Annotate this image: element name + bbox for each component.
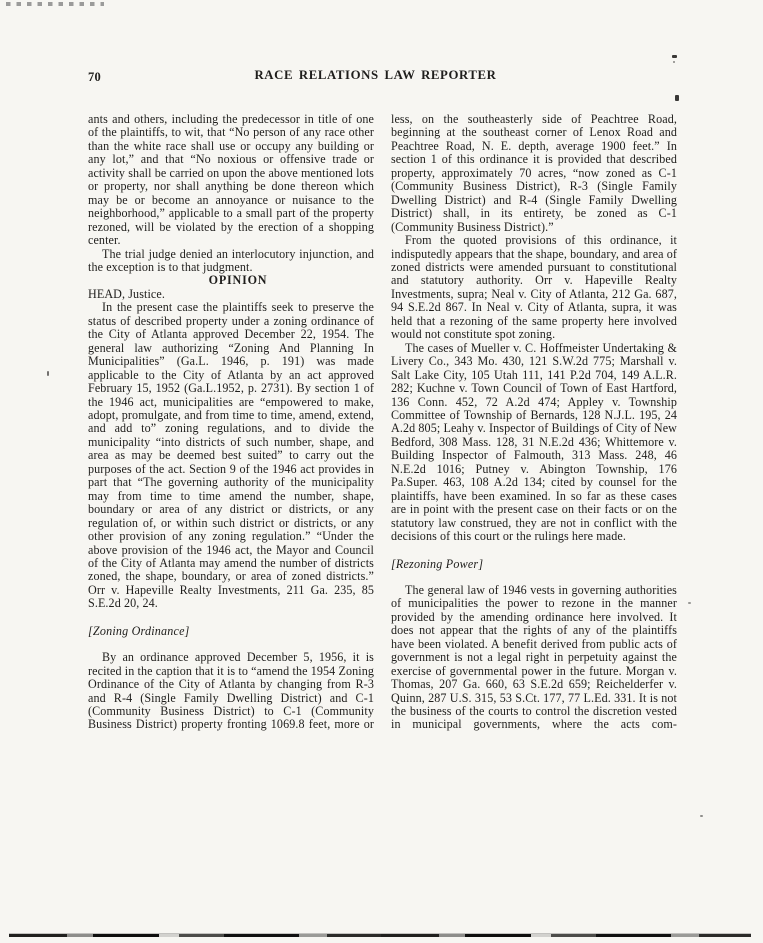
ink-speck: [675, 95, 679, 101]
paragraph-ordinance: By an ordinance approved December 5, 1956, it is recited in the caption that it is to “amend the 1954 Zoning Ordinance of the City of Atlanta by changing from R-3 and R-4 (Single Family Dwelling District) and C-1 (Community Business District) to C-1 (Community Business District) property fronting 1069.8 feet, more or: [88, 650, 374, 732]
right-column: [391, 113, 677, 732]
running-title: RACE RELATIONS LAW REPORTER: [254, 68, 497, 82]
paragraph-property-description: less, on the southeasterly side of Peachtree Road, beginning at the southeast corner of Lenox Road and Peachtree Road, N. E. depth, average 1900 feet.” In section 1 of this ordinance it is provided that described property, approximately 70 acres, “now zoned as C-1 (Community Business District), R-3 (Single Family Dwelling District) and R-4 (Single Family Dwelling District) shall, in its entirety, be zoned as C-1 (Community Business District).”: [391, 112, 677, 234]
paragraph-present-case: In the present case the plaintiffs seek to preserve the status of described property under a zoning ordinance of the City of Atlanta approved December 22, 1954. The general law authorizing “Zoning And Planning In Municipalities” (Ga.L. 1946, p. 191) was made applicable to the City of Atlanta by an act approved February 15, 1952 (Ga.L.1952, p. 2731). By section 1 of the 1946 act, municipalities are “empowered to make, adopt, promulgate, and from time to time, amend, extend, and add to” zoning regulations, and to divide the municipality “into districts of such number, shape, and area as may be deemed best suited” to carry out the purposes of the act. Section 9 of the 1946 act provides in part that “The governing authority of the municipality may from time to time amend the number, shape, boundary or area of any district or districts, or any regulation of, or within such district or districts, or any other provision of any zoning regulation.” “Under the above provision of the 1946 act, the Mayor and Council of the City of Atlanta may amend the number of districts zoned, the shape, boundary, or area of zoned districts.” Orr v. Hapeville Realty Investments, 211 Ga. 235, 85 S.E.2d 20, 24.: [88, 300, 374, 611]
judge-byline: HEAD, Justice.: [88, 286, 165, 301]
page-number: 70: [88, 70, 102, 84]
text-body: [88, 113, 678, 732]
paragraph-covenant-continuation: ants and others, including the predecessor in title of one of the plaintiffs, to wit, that “No person of any race other than the white race shall use or occupy any building or any lot,” and that “No noxious or offensive trade or activity shall be carried on upon the above mentioned lots or property, nor shall anything be done thereon which may be or become an annoyance or nuisance to the neighborhood,” applicable to a small part of the property rezoned, will be violated by the erection of a shopping center.: [88, 112, 374, 248]
left-column: [88, 113, 374, 732]
paragraph-trial-judge: The trial judge denied an interlocutory injunction, and the exception is to that judgment.: [88, 246, 374, 274]
paragraph-cited-cases: The cases of Mueller v. C. Hoffmeister Undertaking & Livery Co., 343 Mo. 430, 121 S.W.2d 775; Marshall v. Salt Lake City, 105 Utah 111, 141 P.2d 704, 149 A.L.R. 282; Kuchne v. Town Council of Town of East Hartford, 136 Conn. 452, 72 A.2d 474; Appley v. Township Committee of Township of Bernards, 128 N.J.L. 195, 24 A.2d 805; Leahy v. Inspector of Buildings of City of New Bedford, 308 Mass. 128, 31 N.E.2d 436; Whittemore v. Building Inspector of Falmouth, 313 Mass. 248, 46 N.E.2d 1016; Putney v. Abington Township, 176 Pa.Super. 463, 108 A.2d 134; cited by counsel for the plaintiffs, have been examined. In so far as these cases are in point with the present case on their facts or on the statutory law construed, they are not in conflict with the decisions of this court or the rulings here made.: [391, 340, 677, 544]
paragraph-general-law: The general law of 1946 vests in governing authorities of municipalities the power to rezone in the manner provided by the amending ordinance here involved. It does not appear that the rights of any of the plaintiffs have been violated. A benefit derived from public acts of government is not a legal right in perpetuity against the exercise of governmental power in the future. Morgan v. Thomas, 207 Ga. 660, 63 S.E.2d 659; Reichelderfer v. Quinn, 287 U.S. 315, 53 S.Ct. 177, 77 L.Ed. 331. It is not the business of the courts to control the discretion vested in municipal governments, where the acts com-: [391, 582, 677, 732]
ink-speck: [672, 55, 677, 58]
perforation-marks: [6, 2, 104, 6]
paragraph-from-quoted: From the quoted provisions of this ordinance, it indisputedly appears that the shape, boundary, and area of zoned districts were amended pursuant to constitutional and statutory authority. Orr v. Hapeville Realty Investments, supra; Neal v. City of Atlanta, 212 Ga. 687, 94 S.E.2d 867. In Neal v. City of Atlanta, supra, it was held that a rezoning of the same property here involved would not constitute spot zoning.: [391, 233, 677, 342]
ink-speck: [688, 602, 691, 604]
ink-speck: [47, 371, 49, 376]
rezoning-power-heading: [Rezoning Power]: [391, 556, 484, 571]
ink-speck: [673, 61, 675, 63]
opinion-heading: OPINION: [208, 273, 268, 288]
zoning-ordinance-heading: [Zoning Ordinance]: [88, 623, 190, 638]
scan-artifact-line: [9, 934, 751, 937]
page-header: [88, 68, 677, 86]
ink-speck: [700, 815, 703, 817]
